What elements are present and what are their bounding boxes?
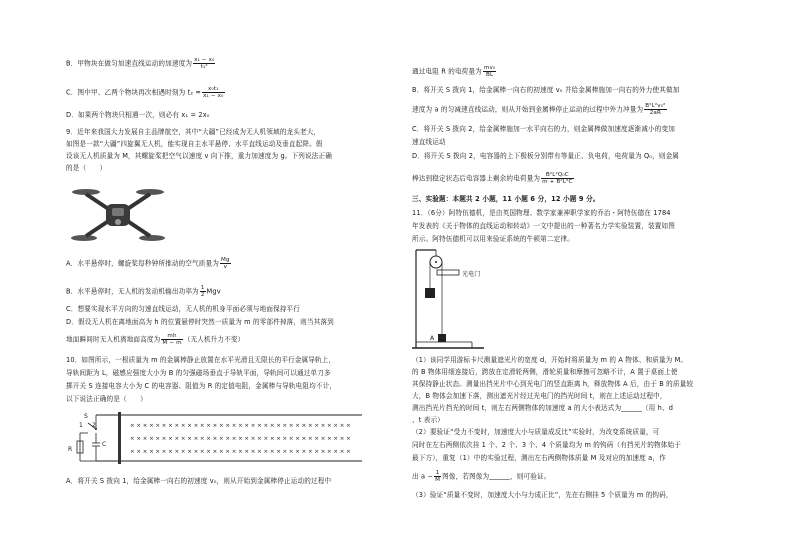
q11-part3-line-1: （3）验证“质量不变时，加速度大小与力成正比”，先在右侧挂 5 个质量为 m 的钩码， [412,491,673,499]
terminal-label-1: 1 [79,422,83,429]
q10-option-b-line-1: B．将开关 S 拨向 1，给金属棒一向右的初速度 v₀ 并给金属棒施加一向右的外力使其做加 [412,86,680,94]
q11-part2-line-1: （2）要验证“受力不变时，加速度大小与质量成反比”实验时，为改变系统质量，可 [412,428,660,436]
resistor-label-r: R [68,446,73,453]
rail-circuit-figure [66,407,366,467]
q10-line-2: 导轨间距为 L，磁感应强度大小为 B 的匀强磁场垂直于导轨平面，导轨间可以通过单刀多 [66,369,331,377]
q10-option-c-line-2: 速直线运动 [412,138,446,146]
q10-option-a: A．将开关 S 拨向 1，给金属棒一向右的初速度 v₀，则从开始到金属棒停止运动的过程中 [66,477,332,485]
capacitor-label-c: C [102,441,107,448]
q9-line-1: 9．近年来我国大力发展自主品牌航空，其中“大疆”已经成为无人机领域的龙头老大， [66,128,321,136]
q11-part1-line-1: （1）该同学用游标卡尺测量遮光片的宽度 d，开始时将质量为 m 的 A 物体、和质量为 M。 [412,356,688,364]
q8-option-b: B．甲物块在做匀加速直线运动的加速度为 $\frac{\text{x₁ − x₀}}{\text{t₁²}}$ [66,57,215,70]
label-a: A [430,335,435,342]
q8-option-d: D．如果两个物块只相遇一次，则必有 x₁ = 2x₀ [66,111,210,119]
q10-line-4: 以下说法正确的是（ ） [66,395,147,403]
left-column [66,0,426,560]
magnetic-field-crosses [130,423,351,455]
q11-part1-line-2: 的 B 物体用细连接后，跨放在定滑轮两侧，滑轮质量和摩擦可忽略不计，A 置于桌面上使 [412,368,678,376]
svg-text:× × × × × × × × × × × × × × ×: × × × × × × × × × × × × × × × × × × × × × × × × × × × × × × × × × × × [130,449,351,455]
right-column [412,0,772,560]
label-g: G [427,292,432,299]
photogate-label: 光电门 [462,271,481,278]
switch-label-s: S [84,413,88,420]
q10-option-d-line-2: 棒达到稳定状态后电容器上剩余的电荷量为 $\frac{\text{B²L²Q₀C}}{\text{m + B²L²C}}$ [412,172,573,185]
q8-option-c: C．图中甲、乙两个物块再次相遇时刻为 t₂ = $\frac{\text{x₀t₁}}{\text{x₁ − x₀}}$ [66,86,224,99]
q11-part1-line-3: 其保持静止状态。测量出挡光片中心到光电门的竖直距离 h，释放物体 A 后，由于 B 的质量较 [412,380,694,388]
q10-option-c-line-1: C．将开关 S 拨向 2，给金属棒施加一水平向右的力，则金属棒做加速度逐渐减小的变加 [412,125,675,133]
q11-part1-line-4: 大，B 物体会加速下落，测出遮光片经过光电门的挡光时间 t，则在上述运动过程中， [412,392,667,400]
q9-line-2: 如图是一款“大疆”四旋翼无人机，能实现自主水平悬停、水平直线运动及垂直起降。假 [66,140,323,148]
terminal-label-2: 2 [92,422,96,429]
q11-intro-line-2: 年发表的《关于物体的直线运动和转动》一文中提出的一种著名力学实验装置，装置如图 [412,222,676,230]
q10-option-d-line-1: D．将开关 S 拨向 2，电容器的上下极板分别带有等量正、负电荷，电荷量为 Q₀，则金属 [412,152,680,160]
q11-intro-line-3: 所示。阿特伍德机可以用来验证系统的牛顿第二定律。 [412,235,574,243]
q11-part2-line-2: 同时在左右两侧依次挂 1 个、2 个、3 个、4 个质量均为 m 的钩码（有挡光片的物体始于 [412,441,681,449]
atwood-machine-figure [412,248,492,352]
q11-intro-line-1: 11．（6分）阿特伍德机，是由英国物理、数学家兼神职学家的乔治・阿特伍德在 1784 [412,209,671,217]
q9-option-c: C．想要实现水平方向的匀速直线运动，无人机的机身平面必须与地面保持平行 [66,305,301,313]
q9-line-4: 的是（ ） [66,164,107,172]
q11-part2-line-3: 最下方），重复（1）中的实验过程，测出左右两侧物体质量 M 及对应的加速度 a，作 [412,454,666,462]
drone-figure [70,180,166,250]
section-3-heading: 三、实验题：本题共 2 小题，11 小题 6 分，12 小题 9 分。 [412,195,600,203]
q9-line-3: 设该无人机质量为 M，其螺旋桨把空气以速度 v 向下推，重力加速度为 g。下列说法正确 [66,152,332,160]
q11-part1-line-6: 、t 表示） [412,416,444,424]
q9-option-b: B．水平悬停时，无人机的发动机输出功率为 $\frac{1}{2}$ Mgv [66,285,221,298]
q9-option-d-line-1: D．假设无人机在离地面高为 h 的位置悬停时突然一质量为 m 的零部件掉落，则当其落到 [66,318,334,326]
q11-part2-line-4: 出 a − $\frac{1}{M}$ 图像，若图像为______，则可验证。 [412,470,551,483]
q9-option-a: A．水平悬停时，螺旋桨每秒钟所推动的空气质量为 $\frac{Mg}{v}$ [66,257,230,270]
q10-a-continuation: 通过电阻 R 的电荷量为 $\frac{\text{mv₀}}{BL}$ [412,65,496,78]
q11-part1-line-5: 测出挡光片挡光的时间 t，则左右两侧物体的加速度 a 的大小表达式为______（用 h、d [412,404,674,412]
q10-option-b-line-2: 速度为 a 的匀减速直线运动，则从开始到金属棒停止运动的过程中外力冲量为 $\frac{\text{B²L²v₀²}}{2aR}$ [412,103,666,116]
q9-option-d-line-2: 地面瞬间时无人机离地面高度为 $\frac{mh}{M - m}$ （无人机升力不变） [66,333,245,346]
q10-line-3: 掷开关 S 连接电容大小为 C 的电容器、阻值为 R 的定值电阻，金属棒与导轨电阻均不计， [66,382,337,390]
q10-line-1: 10．如图所示，一根质量为 m 的金属棒静止放置在水平光滑且无限长的平行金属导轨上， [66,356,336,364]
svg-text:× × × × × × × × × × × × × × ×: × × × × × × × × × × × × × × × × × × × × × × × × × × × × × × × × × × × [130,423,351,429]
svg-text:× × × × × × × × × × × × × × ×: × × × × × × × × × × × × × × × × × × × × × × × × × × × × × × × × × × × [130,436,351,442]
